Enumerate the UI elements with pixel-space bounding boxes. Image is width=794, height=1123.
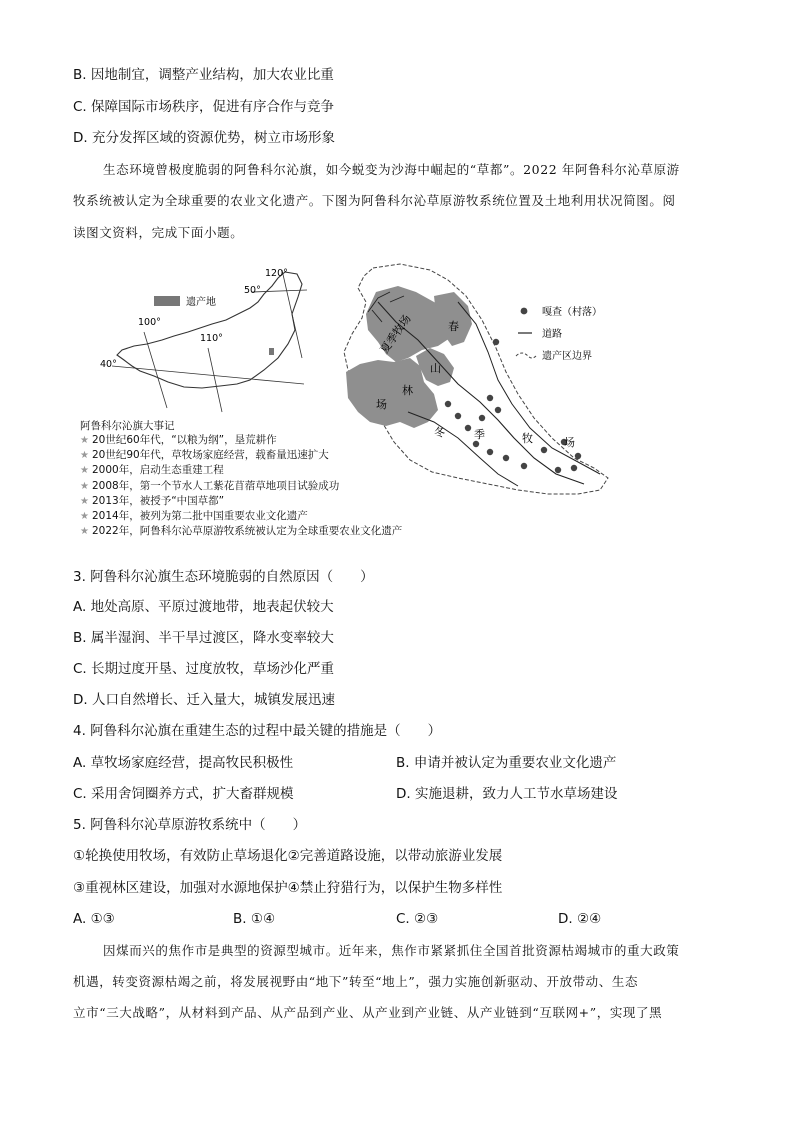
option-c: C. 保障国际市场秩序，促进有序合作与竞争 (73, 99, 335, 115)
china-location-map (92, 262, 314, 414)
q5-option-b: B. ①④ (233, 911, 276, 927)
village-dot (571, 465, 577, 471)
heritage-legend-label: 遗产地 (186, 297, 216, 308)
q3-option-d: D. 人口自然增长、迁入量大，城镇发展迅速 (73, 692, 335, 708)
region-outline (117, 272, 302, 388)
q3-option-a: A. 地处高原、平原过渡地带，地表起伏较大 (73, 599, 334, 615)
summer-pasture-label: 夏季牧场 (377, 312, 414, 357)
heritage-site-marker (269, 348, 274, 355)
passage2-line-1: 因煤而兴的焦作市是典型的资源型城市。近年来，焦作市紧紧抓住全国首批资源枯竭城市的重大政策 (103, 943, 680, 958)
q5-stem: 5. 阿鲁科尔沁草原游牧系统中（ ） (73, 817, 307, 833)
label-lat-40: 40° (100, 359, 117, 370)
q4-option-a: A. 草牧场家庭经营，提高牧民积极性 (73, 755, 294, 771)
village-dot (473, 441, 479, 447)
q3-stem: 3. 阿鲁科尔沁旗生态环境脆弱的自然原因（ ） (73, 569, 374, 585)
q5-option-c: C. ②③ (396, 911, 439, 927)
field-label: 场 (376, 398, 387, 411)
spring-label: 春 (448, 320, 459, 333)
road-east (458, 302, 600, 474)
star-icon: ★ (80, 526, 89, 538)
village-dot (521, 463, 527, 469)
heritage-legend-swatch (154, 296, 180, 306)
q5-statement-2: ③重视林区建设，加强对水源地保护④禁止狩猎行为，以保护生物多样性 (73, 880, 503, 896)
events-panel (80, 419, 402, 539)
boundary-legend-label: 遗产区边界 (542, 351, 592, 362)
option-b: B. 因地制宜，调整产业结构，加大农业比重 (73, 67, 334, 83)
mountain-label: 山 (430, 362, 441, 375)
event-item: ★ 2008年，第一个节水人工紫花苜蓿草地项目试验成功 (80, 479, 340, 492)
option-d: D. 充分发挥区域的资源优势，树立市场形象 (73, 130, 335, 146)
q4-option-b: B. 申请并被认定为重要农业文化遗产 (396, 755, 617, 771)
q4-option-d: D. 实施退耕，致力人工节水草场建设 (396, 786, 618, 802)
label-lon-110: 110° (200, 333, 223, 344)
event-item: ★ 2000年，启动生态重建工程 (80, 464, 224, 477)
winter-label-1: 冬 (434, 426, 445, 439)
village-dot (541, 447, 547, 453)
events-title: 阿鲁科尔沁旗大事记 (80, 420, 175, 432)
event-item: ★ 2013年，被授予“中国草都” (80, 494, 225, 507)
q4-option-c: C. 采用舍饲圈养方式，扩大畜群规模 (73, 786, 294, 802)
winter-label-2: 季 (474, 428, 485, 441)
village-dot (575, 453, 581, 459)
intro-line-2: 牧系统被认定为全球重要的农业文化遗产。下图为阿鲁科尔沁草原游牧系统位置及土地利用状况简图。阅 (73, 193, 676, 208)
star-icon: ★ (80, 495, 89, 507)
passage2-line-2: 机遇，转变资源枯竭之前，将发展视野由“地下”转至“地上”，强力实施创新驱动、开放带动、生态 (73, 974, 639, 989)
village-dot (555, 467, 561, 473)
village-dot (487, 395, 493, 401)
village-dot (445, 401, 451, 407)
q5-option-a: A. ①③ (73, 911, 115, 927)
village-dot (479, 415, 485, 421)
passage2-line-3: 立市“三大战略”，从材料到产品、从产品到产业、从产业到产业链、从产业链到“互联网+”，实现了黑 (73, 1005, 663, 1020)
village-dot (487, 449, 493, 455)
star-icon: ★ (80, 435, 89, 446)
label-lon-100: 100° (138, 317, 161, 328)
village-dot (493, 339, 499, 345)
village-legend-label: 嘎查（村落） (542, 307, 602, 318)
star-icon: ★ (80, 450, 89, 462)
q5-statement-1: ①轮换使用牧场，有效防止草场退化②完善道路设施，以带动旅游业发展 (73, 848, 503, 864)
q3-option-c: C. 长期过度开垦、过度放牧，草场沙化严重 (73, 661, 335, 677)
intro-line-3: 读图文资料，完成下面小题。 (73, 225, 244, 240)
winter-label-3: 牧 (522, 432, 533, 445)
village-dot (503, 455, 509, 461)
forest-label: 林 (402, 384, 413, 397)
event-item: ★ 20世纪60年代，“以粮为纲”，垦荒耕作 (80, 434, 277, 446)
star-icon: ★ (80, 465, 89, 477)
label-lon-120: 120° (265, 268, 288, 279)
road-legend-label: 道路 (542, 329, 562, 340)
star-icon: ★ (80, 511, 89, 523)
boundary-legend-symbol (516, 353, 536, 358)
village-dot (455, 413, 461, 419)
label-lat-50: 50° (244, 285, 261, 296)
star-icon: ★ (80, 480, 89, 492)
q4-stem: 4. 阿鲁科尔沁旗在重建生态的过程中最关键的措施是（ ） (73, 723, 442, 739)
q5-option-d: D. ②④ (558, 911, 602, 927)
village-dot (495, 407, 501, 413)
event-item: ★ 2022年，阿鲁科尔沁草原游牧系统被认定为全球重要农业文化遗产 (80, 525, 403, 538)
village-dot (465, 425, 471, 431)
event-item: ★ 2014年，被列为第二批中国重要农业文化遗产 (80, 510, 308, 523)
winter-label-4: 场 (564, 436, 575, 449)
event-item: ★ 20世纪90年代，草牧场家庭经营，载畜量迅速扩大 (80, 449, 329, 462)
q3-option-b: B. 属半湿润、半干旱过渡区，降水变率较大 (73, 630, 334, 646)
intro-line-1: 生态环境曾极度脆弱的阿鲁科尔沁旗，如今蜕变为沙海中崛起的“草都”。2022 年阿鲁科尔沁草原游 (103, 162, 680, 177)
village-legend-dot (521, 308, 528, 315)
